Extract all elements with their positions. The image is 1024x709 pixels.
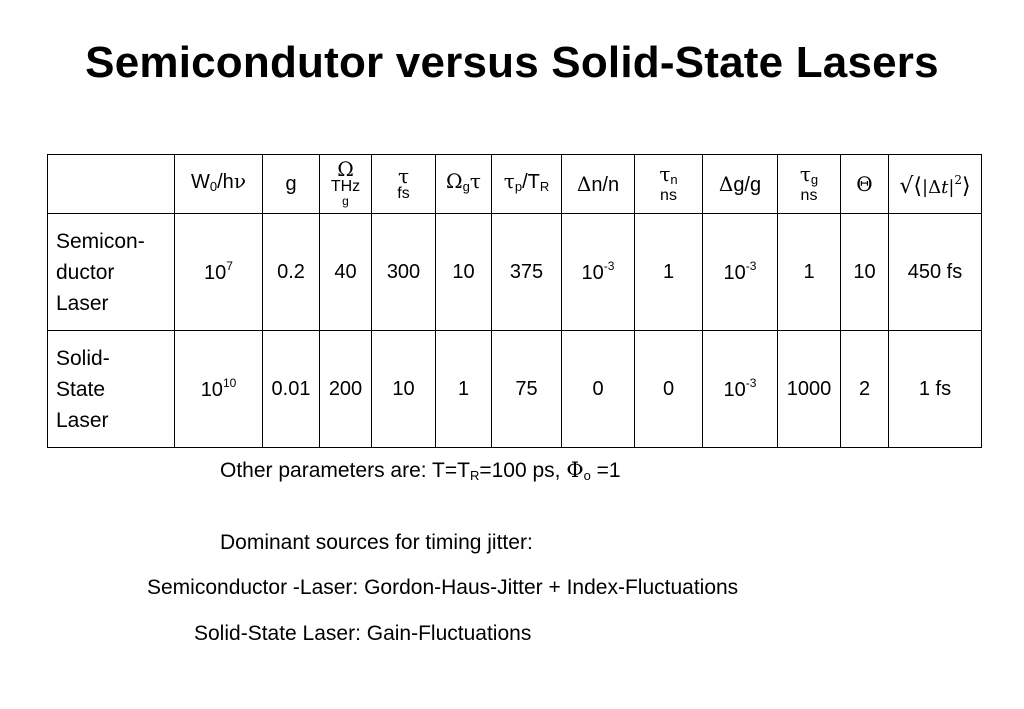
jitter-formula: $√⟨|\Delta t|^2⟩$ — [899, 173, 971, 199]
header-dg-g: Δg/g — [703, 155, 778, 214]
cell-omega-g-tau: 10 — [436, 214, 492, 331]
cell-tau: 300 — [372, 214, 436, 331]
cell-omega-g-tau: 1 — [436, 331, 492, 448]
cell-tau-n: 1 — [635, 214, 703, 331]
cell-omega: 200 — [320, 331, 372, 448]
semiconductor-jitter-source: Semiconductor -Laser: Gordon-Haus-Jitter + Index-Fluctuations — [147, 576, 739, 599]
cell-dn-n: $10^{-3}$ — [562, 214, 635, 331]
cell-taup-tr: 375 — [492, 214, 562, 331]
cell-omega: 40 — [320, 214, 372, 331]
laser-comparison-table — [47, 154, 982, 448]
header-omega-g-tau: $\Omega_g\tau$ — [436, 155, 492, 214]
header-tau: τ fs — [372, 155, 436, 214]
cell-dn-n: 0 — [562, 331, 635, 448]
table-row — [48, 331, 982, 448]
cell-theta: 10 — [841, 214, 889, 331]
cell-g: 0.01 — [263, 331, 320, 448]
header-theta: Θ — [841, 155, 889, 214]
solid-state-jitter-source: Solid-State Laser: Gain-Fluctuations — [194, 622, 532, 645]
header-g: g — [263, 155, 320, 214]
cell-w0: $10^7$ — [175, 214, 263, 331]
cell-g: 0.2 — [263, 214, 320, 331]
cell-dg-g: $10^{-3}$ — [703, 331, 778, 448]
header-taup-tr: $\tau_p/T_R$ — [492, 155, 562, 214]
header-omega: Ω THz g — [320, 155, 372, 214]
cell-tau-n: 0 — [635, 331, 703, 448]
header-tau-n: $\tau_n$ ns — [635, 155, 703, 214]
table-row — [48, 214, 982, 331]
header-w0: $W_0/h\nu$ — [175, 155, 263, 214]
header-row — [48, 155, 982, 214]
cell-tau-g: 1 — [778, 214, 841, 331]
cell-jitter: 1 fs — [889, 331, 982, 448]
cell-w0: $10^{10}$ — [175, 331, 263, 448]
cell-taup-tr: 75 — [492, 331, 562, 448]
row-label-semiconductor: Semicon- ductor Laser — [48, 214, 175, 331]
row-label-solid-state: Solid- State Laser — [48, 331, 175, 448]
slide-title: Semicondutor versus Solid-State Lasers — [85, 38, 939, 87]
dominant-sources-heading: Dominant sources for timing jitter: — [220, 531, 533, 554]
header-dn-n: Δn/n — [562, 155, 635, 214]
cell-jitter: 450 fs — [889, 214, 982, 331]
header-empty-cell — [48, 155, 175, 214]
cell-dg-g: $10^{-3}$ — [703, 214, 778, 331]
cell-tau-g: 1000 — [778, 331, 841, 448]
header-jitter — [889, 155, 982, 214]
header-tau-g: $\tau_g$ ns — [778, 155, 841, 214]
other-parameters-note: Other parameters are: $T=T_R=100$ ps, $\Phi_o =1$ — [220, 458, 621, 483]
cell-tau: 10 — [372, 331, 436, 448]
cell-theta: 2 — [841, 331, 889, 448]
